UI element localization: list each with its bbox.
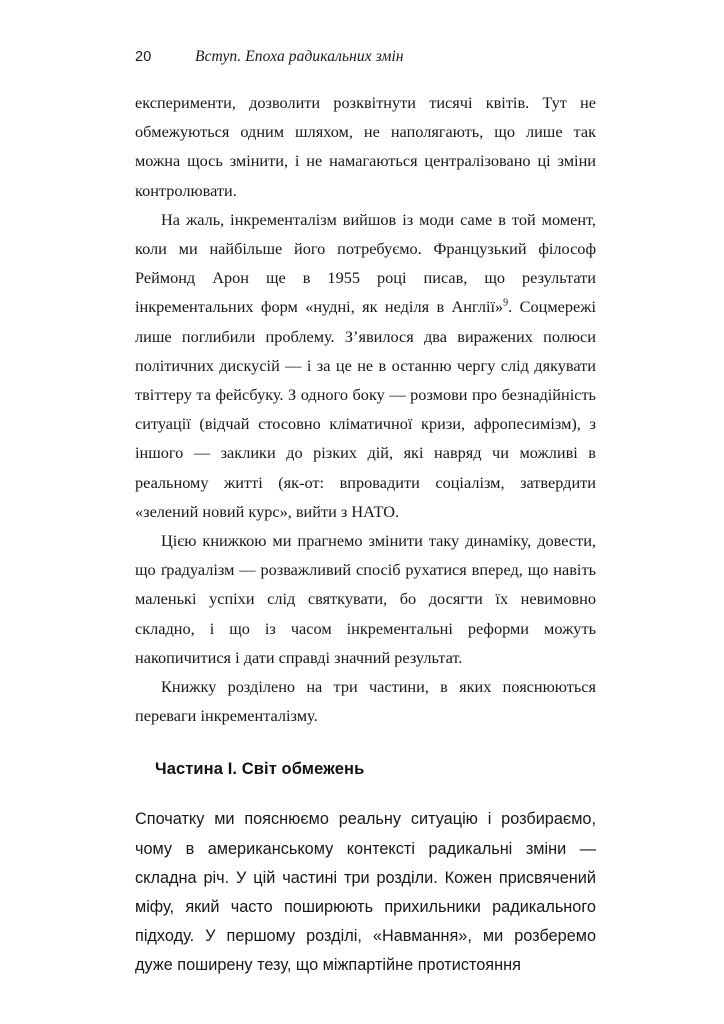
- body-text-column: [135, 88, 596, 981]
- section-paragraph: Спочатку ми пояснюємо реальну ситуацію і розбираємо, чому в американському контексті радикальні зміни — складна річ. У цій частині три розділи. Кожен присвячений міфу, який часто поширюють прихильники радикального підходу. У першому розділі, «Навмання», ми розберемо дуже поширену тезу, що міжпартійне протистояння: [135, 810, 596, 975]
- paragraph-2-text-after-note: . Соцмережі лише поглибили проблему. З’явилося два виражених полюси політичних дискусій — і за це не в останню чергу слід дякувати твіттеру та фейсбуку. З одного боку — розмови про безнадійність ситуації (відчай стосовно кліматичної кризи, афропесимізм), з іншого — заклики до різких дій, які навряд чи можливі в реальному житті (як-от: впровадити соціалізм, затвердити «зелений новий курс», вийти з НАТО.: [135, 297, 596, 521]
- paragraph-1: експерименти, дозволити розквітнути тисячі квітів. Тут не обмежуються одним шляхом, не наполягають, що лише так можна щось змінити, і не намагаються централізовано ці зміни контролювати.: [135, 93, 596, 200]
- page-number: 20: [135, 49, 152, 65]
- paragraph-2-text-before-note: На жаль, інкременталізм вийшов із моди саме в той момент, коли ми найбільше його потребуємо. Французький філософ Реймонд Арон ще в 1955 році писав, що результати інкрементальних форм «нудні, як неділя в Англії»: [135, 209, 596, 317]
- paragraph-3: Цією книжкою ми прагнемо змінити таку динаміку, довести, що ґрадуалізм — розважливий спосіб рухатися вперед, що навіть маленькі успіхи слід святкувати, бо досягти їх невимовно складно, і що із часом інкрементальні реформи можуть накопичитися і дати справді значний результат.: [135, 531, 596, 667]
- heading-spacer-top: [135, 730, 596, 760]
- footnote-marker-9[interactable]: 9: [503, 298, 509, 309]
- heading-spacer-bottom: [135, 779, 596, 805]
- page-header: [135, 48, 595, 66]
- running-head: Вступ. Епоха радикальних змін: [195, 48, 404, 65]
- paragraph-4: Книжку розділено на три частини, в яких пояснюються переваги інкременталізму.: [135, 677, 596, 726]
- section-heading: Частина I. Світ обмежень: [155, 760, 365, 779]
- paragraph-2: [135, 205, 596, 526]
